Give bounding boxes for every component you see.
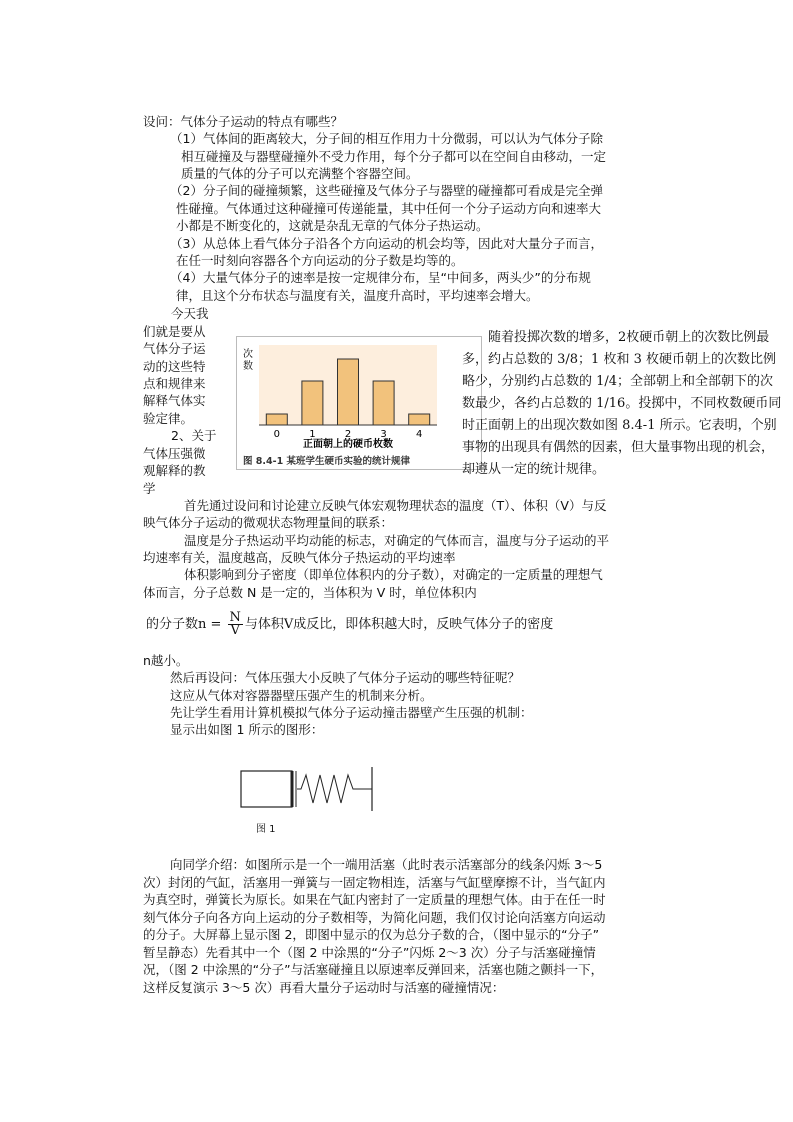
body-line: 向同学介绍：如图所示是一个一端用活塞（此时表示活塞部分的线条闪烁 3～5	[170, 857, 603, 872]
body-line: 然后再设问：气体压强大小反映了气体分子运动的哪些特征呢？	[170, 670, 521, 685]
para-1-line: （1）气体间的距离较大，分子间的相互作用力十分微弱，可以认为气体分子除	[170, 131, 603, 146]
spring	[297, 775, 372, 803]
para-3-line: 在任一时刻向容器各个方向运动的分子数是均等的。	[176, 253, 464, 268]
figure-8-4-1	[236, 336, 482, 470]
x-tick-label: 0	[273, 429, 280, 440]
fraction-numerator: N	[229, 610, 241, 625]
body-line: 为真空时，弹簧长为原长。如果在气缸内密封了一定质量的理想气体。由于在任一时	[143, 892, 606, 907]
figure-1-cylinder-diagram	[240, 765, 380, 815]
body-line: 温度是分子热运动平均动能的标志，对确定的气体而言，温度与分子运动的平	[184, 533, 610, 548]
left-column-line: 气体压强微	[143, 446, 206, 461]
body-line: 这应从气体对容器器壁压强产生的机制来分析。	[170, 688, 433, 703]
density-fraction	[228, 612, 243, 637]
cylinder	[241, 771, 292, 807]
left-column-line: 动的这些特	[143, 359, 206, 374]
coin-bar-chart	[237, 337, 481, 469]
paragraph-line: 随着投掷次数的增多，2枚硬币朝上的次数比例最	[488, 330, 770, 345]
para-2-line: 小都是不断变化的，这就是杂乱无章的气体分子热运动。	[176, 218, 489, 233]
left-column-line: 点和规律来	[143, 376, 206, 391]
x-tick-label: 3	[380, 429, 387, 440]
left-column-line: 气体分子运	[143, 341, 206, 356]
body-line: 均速率有关，温度越高，反映气体分子热运动的平均速率	[143, 550, 456, 565]
left-column-line: 2、关于	[171, 428, 217, 443]
left-column-line: 解释气体实	[143, 393, 206, 408]
question-heading: 设问：气体分子运动的特点有哪些？	[143, 114, 344, 129]
x-axis-label: 正面朝上的硬币枚数	[303, 439, 393, 450]
body-line: 这样反复演示 3～5 次）再看大量分子运动时与活塞的碰撞情况：	[143, 980, 505, 995]
bar-1	[302, 381, 323, 425]
fraction-denominator: V	[230, 623, 240, 638]
body-line: 刻气体分子向各方向上运动的分子数相等，为简化问题，我们仅讨论向活塞方向运动	[143, 910, 606, 925]
body-line: n越小。	[143, 653, 189, 668]
formula-line	[146, 612, 553, 637]
body-line: 次）封闭的气缸，活塞用一弹簧与一固定物相连，活塞与气缸壁摩擦不计，当气缸内	[143, 875, 606, 890]
body-line: 体积影响到分子密度（即单位体积内的分子数），对确定的一定质量的理想气	[184, 567, 603, 582]
paragraph-line: 数最少，各约占总数的 1/16。投掷中，不同枚数硬币同	[462, 396, 782, 411]
bar-0	[266, 414, 287, 425]
body-line: 先让学生看用计算机模拟气体分子运动撞击器壁产生压强的机制：	[170, 705, 533, 720]
bar-3	[373, 381, 394, 425]
formula-suffix: 与体积V成反比，即体积越大时，反映气体分子的密度	[244, 617, 554, 632]
figure-caption: 图 8.4-1 某班学生硬币实验的统计规律	[243, 456, 410, 467]
body-line: 映气体分子运动的微观状态物理量间的联系：	[143, 515, 394, 530]
para-3-line: （3）从总体上看气体分子沿各个方向运动的机会均等，因此对大量分子而言，	[170, 236, 603, 251]
body-line: 的分子。大屏幕上显示图 2，即图中显示的仅为总分子数的合，（图中显示的“分子”	[143, 927, 600, 942]
left-column-line: 们就是要从	[143, 324, 206, 339]
paragraph-line: 多，约占总数的 3/8；1 枚和 3 枚硬币朝上的次数比例	[462, 352, 776, 367]
x-tick-label: 2	[344, 429, 352, 440]
para-1-line: 质量的气体的分子可以充满整个容器空间。	[181, 166, 419, 181]
x-tick-label: 1	[309, 429, 316, 440]
paragraph-line: 略少，分别约占总数的 1/4；全部朝上和全部朝下的次	[462, 374, 774, 389]
body-line: 况，（图 2 中涂黑的“分子”与活塞碰撞且以原速率反弹回来，活塞也随之颤抖一下，	[143, 962, 604, 977]
coin-statistics-paragraph	[462, 327, 792, 481]
formula-prefix: 的分子数n =	[146, 617, 226, 632]
left-column-line: 学	[143, 481, 156, 496]
y-axis-label: 数	[243, 361, 253, 372]
para-1-line: 相互碰撞及与器壁碰撞外不受力作用，每个分子都可以在空间自由移动，一定	[181, 149, 607, 164]
para-2-line: （2）分子间的碰撞频繁，这些碰撞及气体分子与器壁的碰撞都可看成是完全弹	[170, 183, 603, 198]
para-4-line: （4）大量气体分子的速率是按一定规律分布，呈“中间多，两头少”的分布规	[170, 270, 591, 285]
body-line: 体而言，分子总数 N 是一定的，当体积为 V 时，单位体积内	[143, 585, 477, 600]
bar-4	[409, 414, 430, 425]
para-2-line: 性碰撞。气体通过这种碰撞可传递能量，其中任何一个分子运动方向和速率大	[176, 201, 602, 216]
para-4-line: 律，且这个分布状态与温度有关，温度升高时，平均速率会增大。	[176, 288, 539, 303]
body-line: 暂呈静态）先看其中一个（图 2 中涂黑的“分子”闪烁 2～3 次）分子与活塞碰撞情	[143, 945, 596, 960]
paragraph-line: 却遵从一定的统计规律。	[462, 462, 606, 477]
left-column-line: 今天我	[171, 306, 209, 321]
y-axis-label: 次	[243, 349, 253, 360]
x-tick-label: 4	[416, 429, 423, 440]
body-line: 首先通过设问和讨论建立反映气体宏观物理状态的温度（T）、体积（V）与反	[184, 498, 607, 513]
paragraph-line: 事物的出现具有偶然的因素，但大量事物出现的机会，	[462, 440, 775, 455]
bar-2	[338, 359, 359, 425]
left-column-line: 观解释的教	[143, 463, 206, 478]
paragraph-line: 时正面朝上的出现次数如图 8.4-1 所示。它表明，个别	[462, 418, 777, 433]
left-column-line: 验定律。	[143, 411, 194, 426]
body-line: 显示出如图 1 所示的图形：	[170, 722, 324, 737]
figure-1-caption: 图 1	[256, 824, 276, 835]
